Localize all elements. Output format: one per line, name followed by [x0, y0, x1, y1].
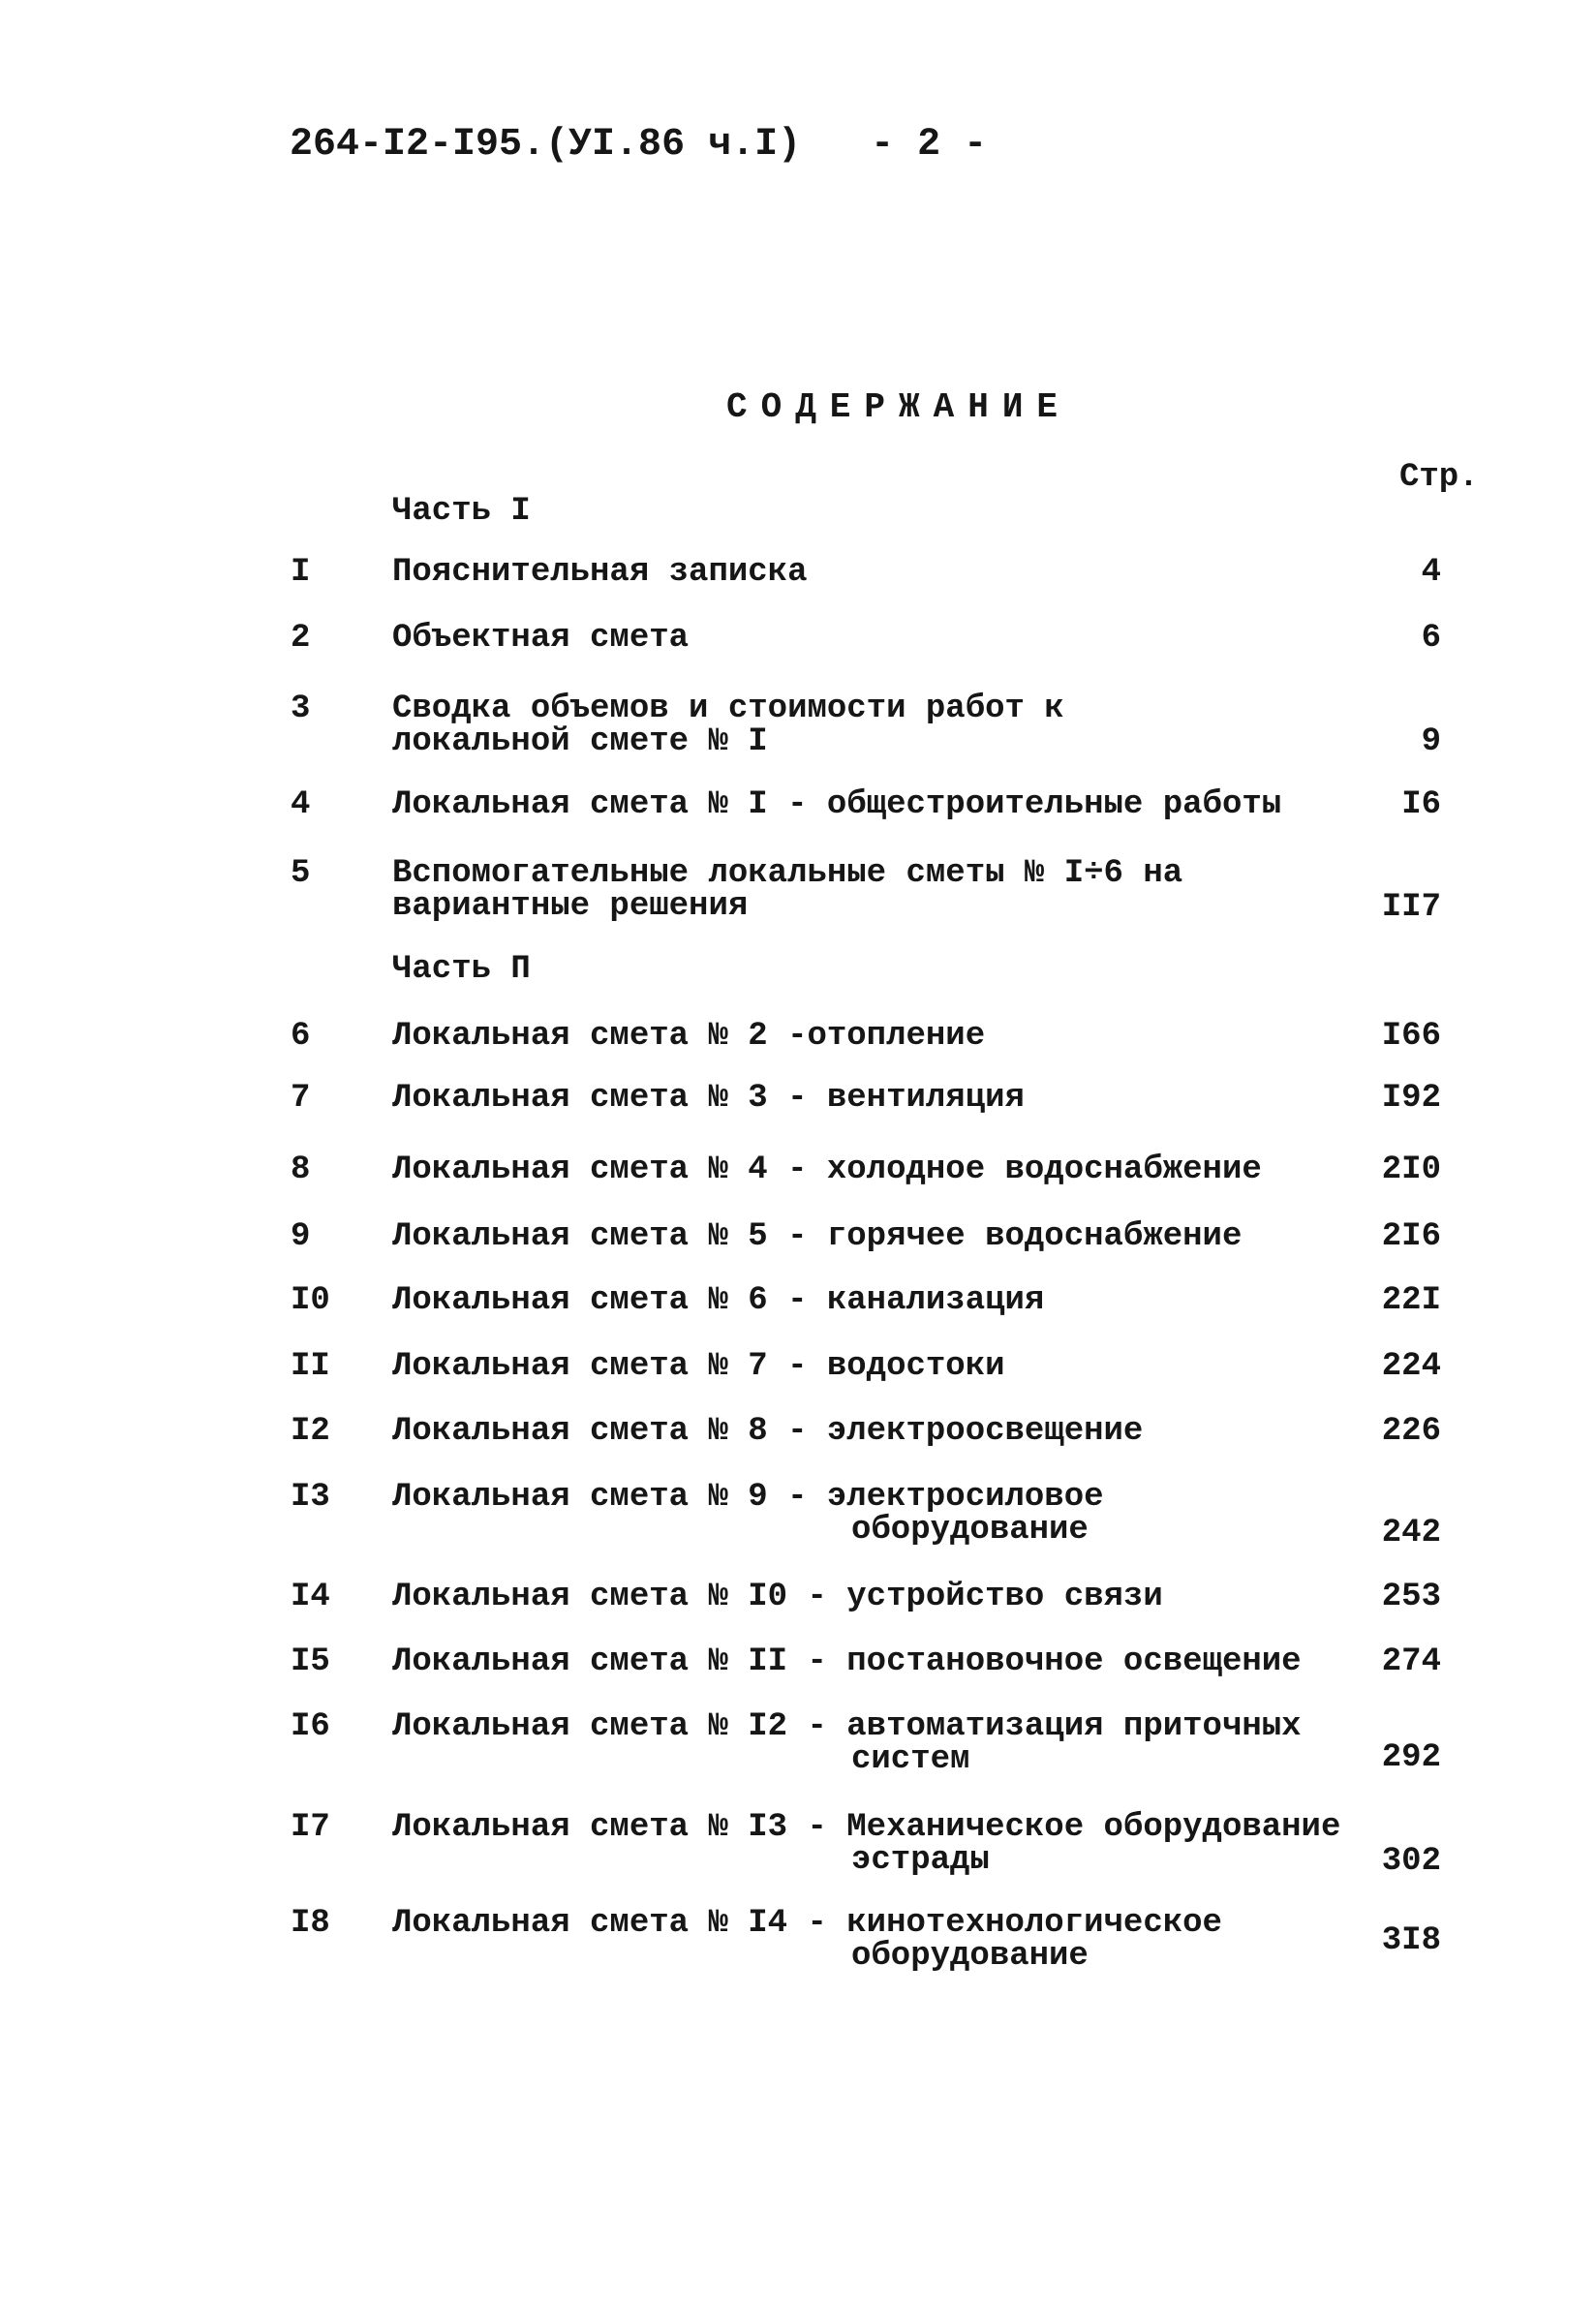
entry-title [392, 1284, 1044, 1317]
entry-number: I3 [291, 1479, 330, 1516]
entry-page: 22I [1381, 1282, 1441, 1319]
entry-title-line: эстрады [851, 1842, 990, 1879]
entry-title-line: Локальная смета № 9 - электросиловое [392, 1479, 1104, 1516]
page-title: СОДЕРЖАНИЕ [726, 387, 1072, 427]
page-column-label: Стр. [1399, 459, 1479, 496]
entry-number: 8 [291, 1152, 311, 1188]
entry-title-line: Локальная смета № 2 -отопление [392, 1018, 986, 1055]
entry-number: II [291, 1348, 330, 1385]
document-code-text: 264-I2-I95.(УI.86 ч.I) [290, 123, 802, 167]
entry-title-line: систем [851, 1741, 970, 1778]
entry-title [392, 1082, 1025, 1115]
entry-page: 302 [1381, 1843, 1441, 1880]
entry-title-line: Локальная смета № 5 - горячее водоснабжение [392, 1218, 1243, 1255]
entry-page: 6 [1421, 620, 1441, 657]
entry-number: I4 [291, 1579, 330, 1615]
entry-title [392, 1220, 1242, 1253]
entry-title [392, 1415, 1143, 1448]
entry-page: 253 [1381, 1579, 1441, 1615]
entry-title [392, 788, 1281, 821]
entry-title [392, 1020, 985, 1053]
entry-title [392, 692, 1064, 758]
entry-title [392, 622, 689, 655]
entry-page: 292 [1381, 1739, 1441, 1776]
entry-number: 9 [291, 1218, 311, 1255]
part-1-heading: Часть I [392, 493, 531, 530]
entry-title [392, 1350, 1005, 1383]
entry-title [392, 1710, 1302, 1776]
entry-number: I6 [291, 1708, 330, 1745]
entry-title-line: Локальная смета № 8 - электроосвещение [392, 1413, 1144, 1450]
entry-page: 274 [1381, 1643, 1441, 1680]
entry-page: 226 [1381, 1413, 1441, 1450]
entry-page: I92 [1381, 1080, 1441, 1117]
entry-title-line: локальной смете № I [392, 723, 768, 760]
entry-title [392, 1811, 1340, 1877]
entry-number: I8 [291, 1905, 330, 1942]
entry-number: 7 [291, 1080, 311, 1117]
entry-title-line: Локальная смета № I4 - кинотехнологическое [392, 1905, 1222, 1942]
entry-page: I6 [1401, 786, 1441, 823]
entry-title-line: Объектная смета [392, 620, 690, 657]
entry-page: I66 [1381, 1018, 1441, 1055]
entry-title [392, 1153, 1262, 1186]
entry-number: I [291, 554, 311, 591]
entry-title [392, 556, 807, 589]
entry-title-line: оборудование [851, 1512, 1089, 1549]
entry-title-line: вариантные решения [392, 888, 749, 925]
entry-title-line: Локальная смета № 6 - канализация [392, 1282, 1045, 1319]
entry-title-line: Локальная смета № 3 - вентиляция [392, 1080, 1025, 1117]
entry-title [392, 857, 1182, 923]
entry-number: I5 [291, 1643, 330, 1680]
entry-page: 4 [1421, 554, 1441, 591]
entry-title-line: оборудование [851, 1938, 1089, 1975]
entry-number: I7 [291, 1809, 330, 1846]
entry-number: I2 [291, 1413, 330, 1450]
entry-page: 2I0 [1381, 1152, 1441, 1188]
entry-title-line: Локальная смета № I2 - автоматизация приточных [392, 1708, 1302, 1745]
entry-page: 242 [1381, 1515, 1441, 1551]
page-number: - 2 - [871, 123, 988, 167]
entry-title-line: Локальная смета № 4 - холодное водоснабжение [392, 1152, 1262, 1188]
entry-number: 6 [291, 1018, 311, 1055]
part-2-heading: Часть П [392, 951, 531, 988]
entry-page: II7 [1381, 889, 1441, 926]
entry-page: 3I8 [1381, 1922, 1441, 1959]
entry-title [392, 1907, 1222, 1973]
entry-number: 5 [291, 855, 311, 892]
entry-title [392, 1481, 1104, 1547]
entry-number: 3 [291, 691, 311, 727]
entry-title [392, 1645, 1302, 1678]
entry-title-line: Локальная смета № I - общестроительные работы [392, 786, 1282, 823]
entry-page: 224 [1381, 1348, 1441, 1385]
entry-title [392, 1581, 1163, 1613]
entry-title-line: Локальная смета № I0 - устройство связи [392, 1579, 1163, 1615]
entry-number: 2 [291, 620, 311, 657]
entry-title-line: Пояснительная записка [392, 554, 808, 591]
entry-number: 4 [291, 786, 311, 823]
entry-page: 9 [1421, 723, 1441, 760]
entry-title-line: Локальная смета № I3 - Механическое оборудование [392, 1809, 1341, 1846]
entry-title-line: Локальная смета № 7 - водостоки [392, 1348, 1005, 1385]
entry-title-line: Вспомогательные локальные сметы № I÷6 на [392, 855, 1183, 892]
entry-number: I0 [291, 1282, 330, 1319]
entry-page: 2I6 [1381, 1218, 1441, 1255]
document-code [290, 124, 987, 167]
entry-title-line: Сводка объемов и стоимости работ к [392, 691, 1064, 727]
entry-title-line: Локальная смета № II - постановочное освещение [392, 1643, 1302, 1680]
